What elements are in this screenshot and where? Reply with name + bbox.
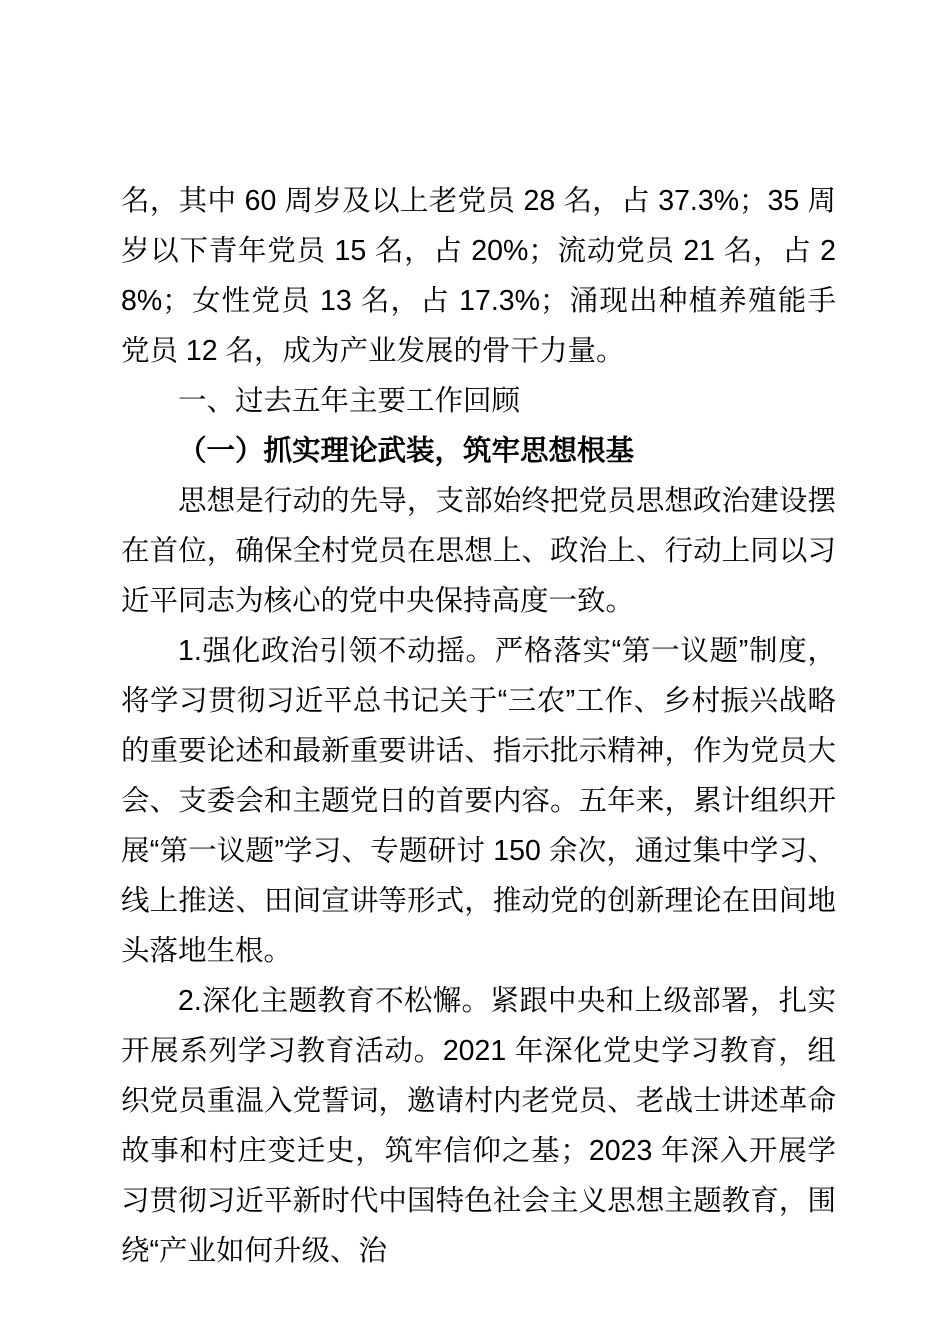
paragraph-party-member-statistics: 名，其中 60 周岁及以上老党员 28 名，占 37.3%；35 周岁以下青年党员 15 名，占 20%；流动党员 21 名，占 28%；女性党员 13 名，占 17.3%；涌现出种植养殖能手党员 12 名，成为产业发展的骨干力量。: [121, 185, 836, 367]
heading-theoretical-armament: （一）抓实理论武装，筑牢思想根基: [178, 435, 635, 467]
paragraph-item-2-thematic-education: 2.深化主题教育不松懈。紧跟中央和上级部署，扎实开展系列学习教育活动。2021 年深化党史学习教育，组织党员重温入党誓词，邀请村内老党员、老战士讲述革命故事和村庄变迁史，筑牢信仰之基；2023 年深入开展学习贯彻习近平新时代中国特色社会主义思想主题教育，围绕“产业如何升级、治: [121, 985, 836, 1267]
heading-past-five-years-review: 一、过去五年主要工作回顾: [178, 385, 521, 417]
document-body: [121, 176, 836, 1276]
paragraph-ideological-guidance: 思想是行动的先导，支部始终把党员思想政治建设摆在首位，确保全村党员在思想上、政治上、行动上同以习近平同志为核心的党中央保持高度一致。: [121, 485, 836, 617]
paragraph-item-1-political-leadership: 1.强化政治引领不动摇。严格落实“第一议题”制度，将学习贯彻习近平总书记关于“三农”工作、乡村振兴战略的重要论述和最新重要讲话、指示批示精神，作为党员大会、支委会和主题党日的首要内容。五年来，累计组织开展“第一议题”学习、专题研讨 150 余次，通过集中学习、线上推送、田间宣讲等形式，推动党的创新理论在田间地头落地生根。: [121, 635, 836, 967]
